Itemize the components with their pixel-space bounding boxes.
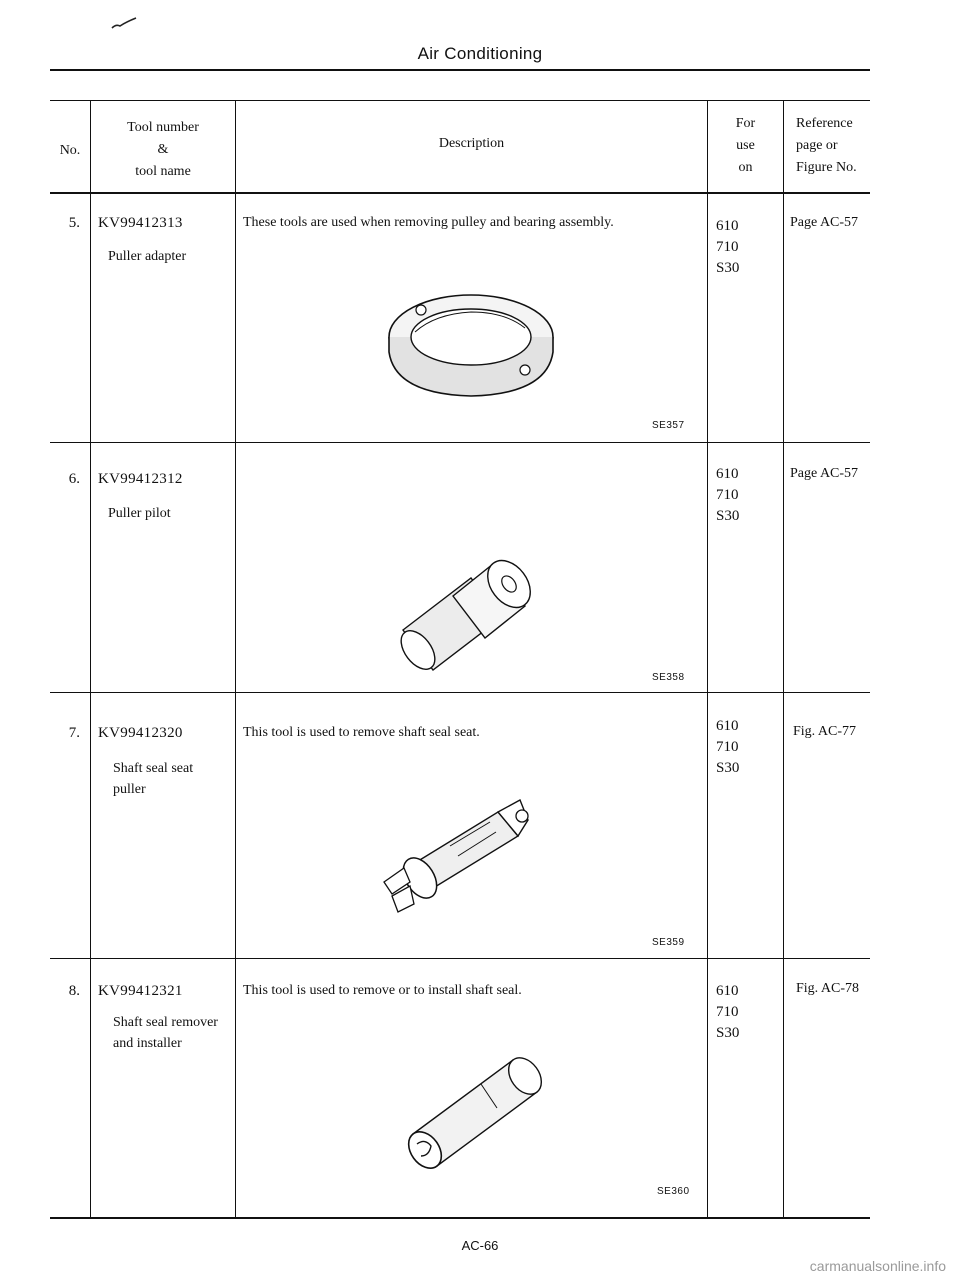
model-list: 610 710 S30 xyxy=(716,718,740,776)
tool-description: This tool is used to remove or to install shaft seal. xyxy=(243,983,522,998)
tool-number: KV99412321 xyxy=(98,983,183,999)
model-list: 610 710 S30 xyxy=(716,466,740,524)
tool-description: This tool is used to remove shaft seal seat. xyxy=(243,725,480,740)
model-list: 610 710 S30 xyxy=(716,983,740,1041)
tool-number: KV99412312 xyxy=(98,471,183,487)
pen-mark-icon xyxy=(110,16,140,32)
row-number: 7. xyxy=(68,725,80,741)
col-header-for-use-on: For use on xyxy=(735,116,756,175)
tool-number: KV99412313 xyxy=(98,215,183,231)
figure-code: SE360 xyxy=(657,1186,690,1197)
watermark[interactable]: carmanualsonline.info xyxy=(809,1258,946,1274)
row-divider xyxy=(50,442,870,443)
tool-name: Shaft seal remover and installer xyxy=(113,1015,218,1051)
table-bottom-rule xyxy=(50,1217,870,1219)
figure-code: SE359 xyxy=(652,937,685,948)
reference: Page AC-57 xyxy=(790,215,859,230)
tool-description: These tools are used when removing pulley and bearing assembly. xyxy=(243,215,614,230)
tool-name: Puller adapter xyxy=(108,249,187,264)
cylinder-pilot-illustration xyxy=(393,546,543,676)
seal-remover-installer-illustration xyxy=(385,1046,555,1171)
header-top-rule xyxy=(50,100,870,101)
row-divider xyxy=(50,958,870,959)
header-bottom-rule xyxy=(50,192,870,194)
figure-code: SE357 xyxy=(652,420,685,431)
col-header-reference: Reference page or Figure No. xyxy=(796,116,857,175)
seal-seat-puller-illustration xyxy=(370,786,550,916)
title-rule xyxy=(50,69,870,71)
row-number: 5. xyxy=(68,215,80,231)
ring-adapter-illustration xyxy=(375,292,565,402)
col-divider xyxy=(783,100,784,1218)
col-divider xyxy=(235,100,236,1218)
row-divider xyxy=(50,692,870,693)
col-header-no: No. xyxy=(59,143,81,158)
row-number: 6. xyxy=(68,471,80,487)
col-divider xyxy=(707,100,708,1218)
col-header-tool: Tool number & tool name xyxy=(127,120,199,179)
model-list: 610 710 S30 xyxy=(716,218,740,276)
figure-code: SE358 xyxy=(652,672,685,683)
reference: Page AC-57 xyxy=(790,466,859,481)
reference: Fig. AC-78 xyxy=(796,981,860,996)
col-header-description: Description xyxy=(438,136,505,151)
page-number: AC-66 xyxy=(461,1238,499,1253)
row-number: 8. xyxy=(68,983,80,999)
col-divider xyxy=(90,100,91,1218)
tool-name: Puller pilot xyxy=(108,506,171,521)
page-title: Air Conditioning xyxy=(417,44,543,63)
tool-number: KV99412320 xyxy=(98,725,183,741)
reference: Fig. AC-77 xyxy=(793,724,857,739)
tool-name: Shaft seal seat puller xyxy=(113,761,194,797)
